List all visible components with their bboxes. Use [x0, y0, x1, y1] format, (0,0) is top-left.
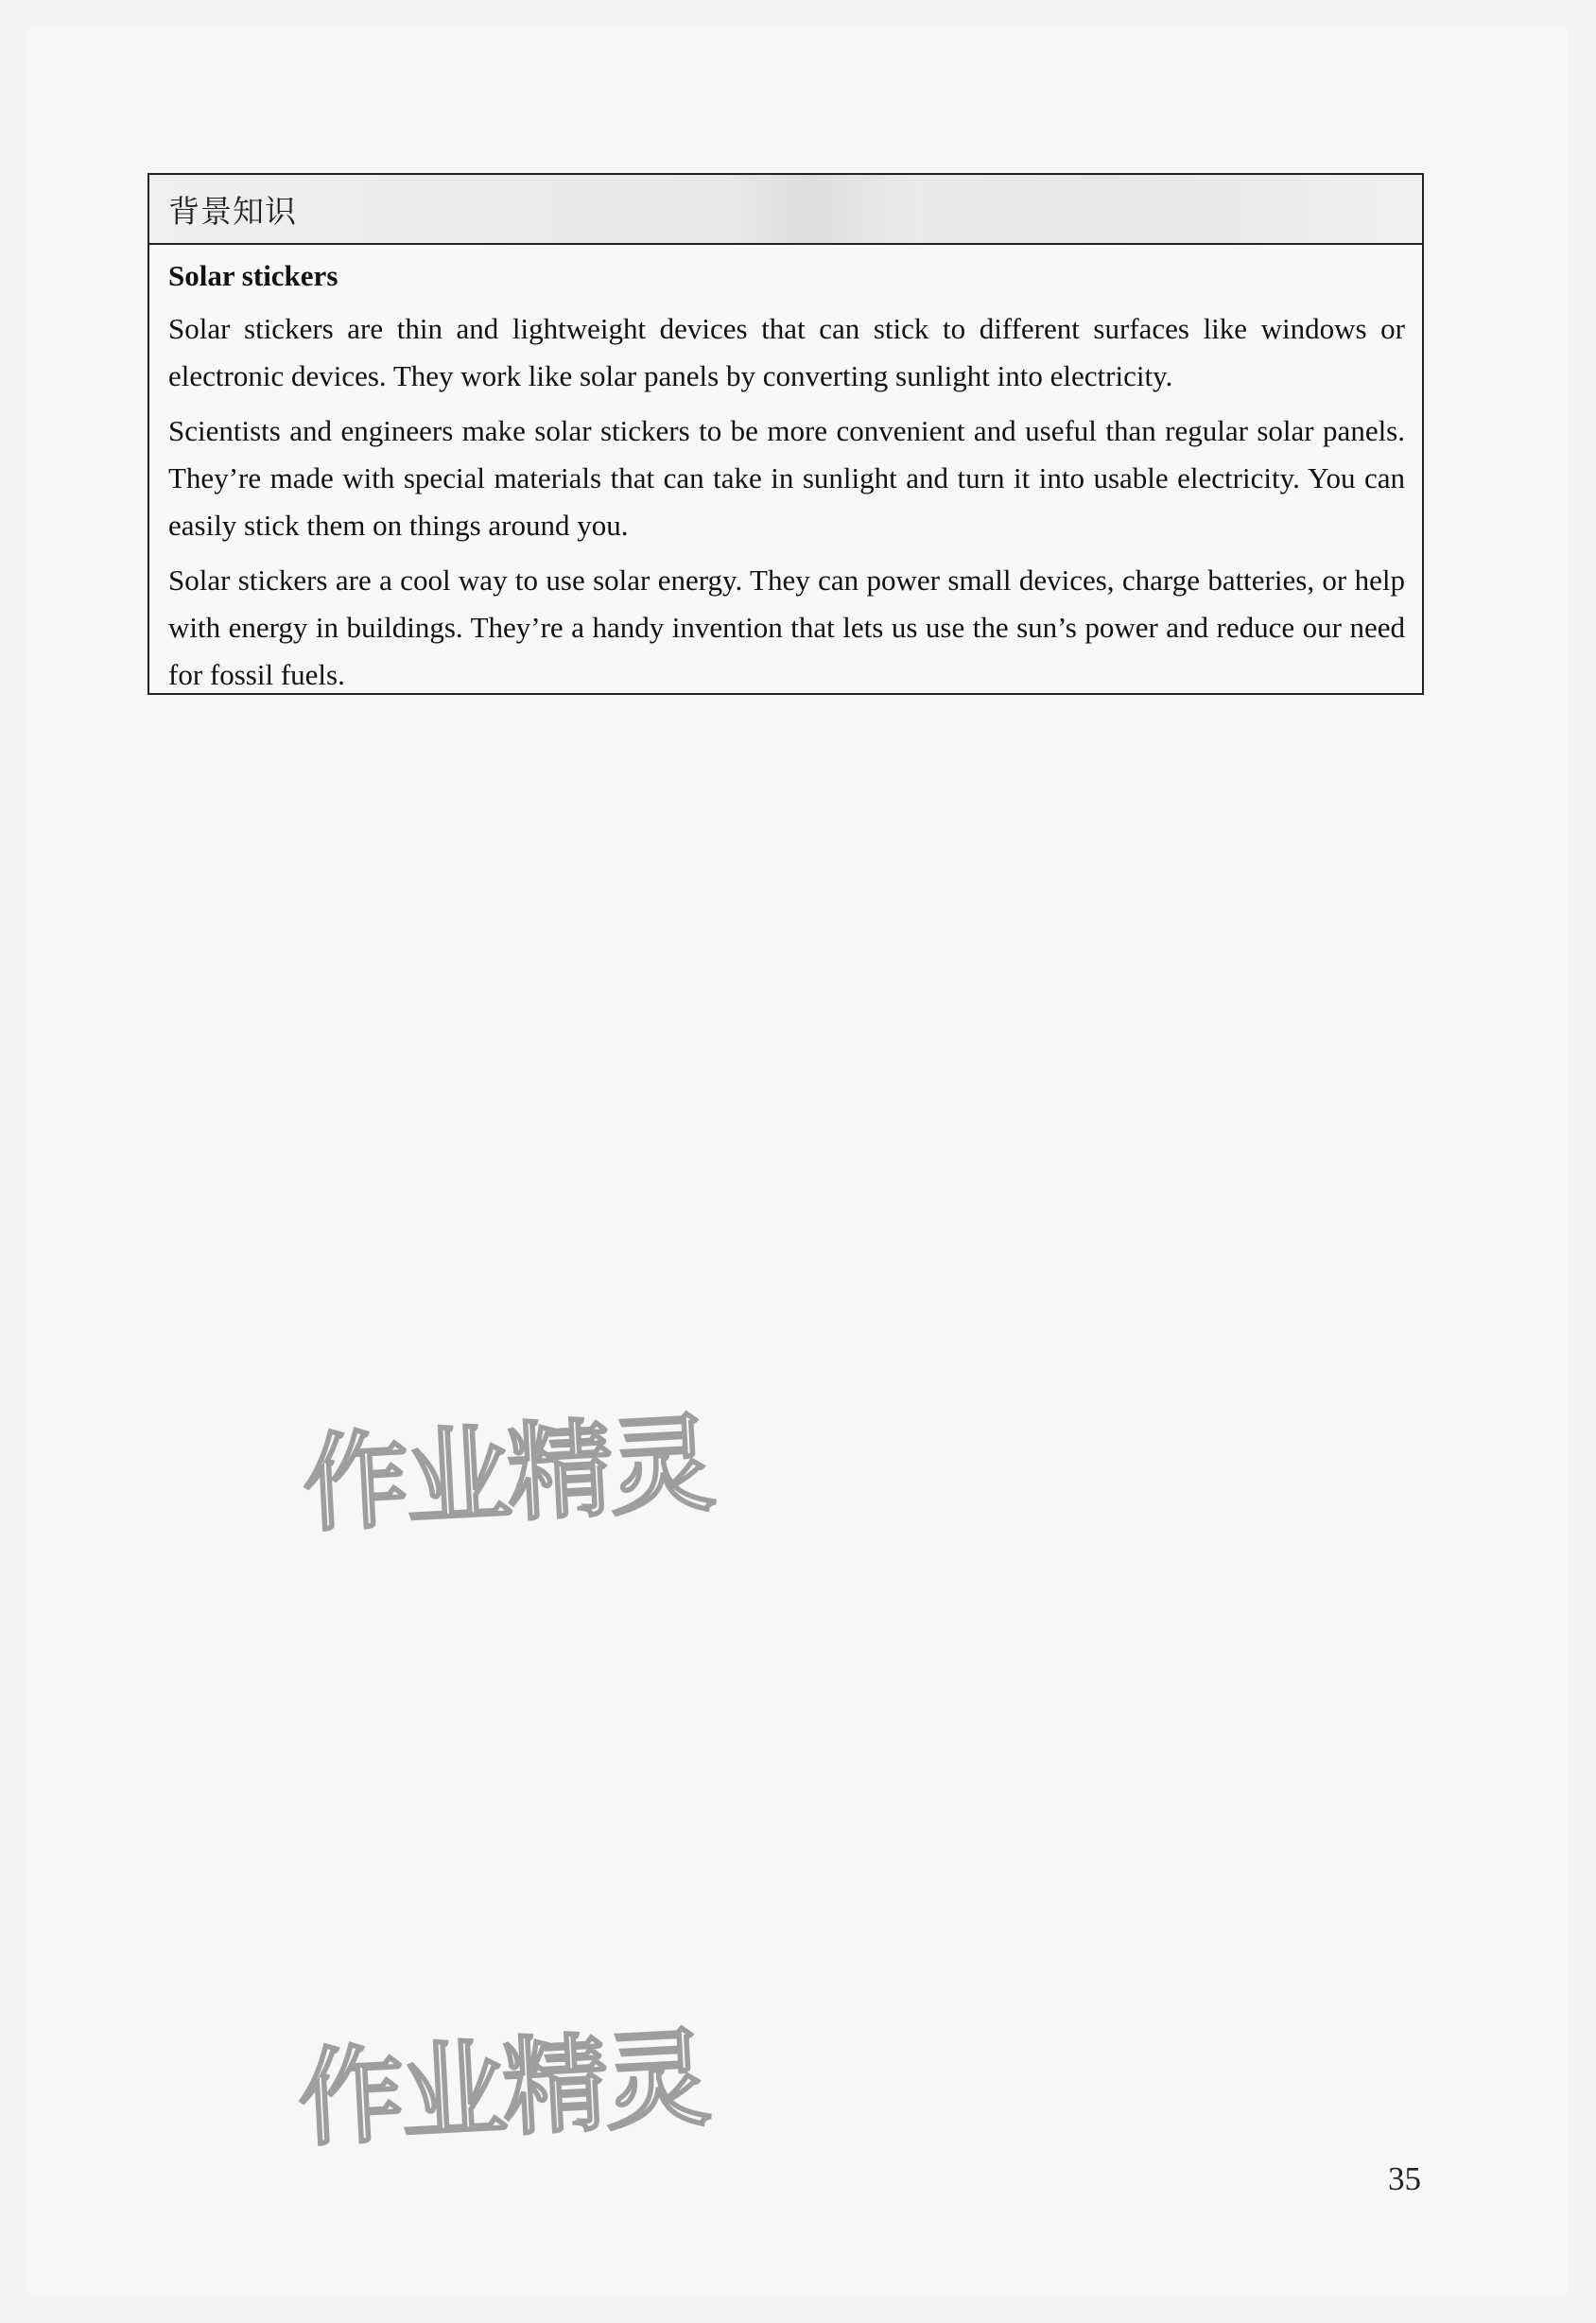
paragraph-2: Scientists and engineers make solar stickers to be more convenient and useful than regular solar panels. They’re made with special materials that can take in sunlight and turn it into usable electricity. You can easily stick them on things around you. — [168, 414, 1405, 542]
section-title: Solar stickers — [168, 259, 338, 292]
box-header-label: 背景知识 — [168, 192, 297, 230]
box-body — [149, 245, 1422, 699]
watermark-logo: 作业精灵 — [300, 1402, 715, 1548]
box-header — [149, 175, 1422, 245]
paragraph-3: Solar stickers are a cool way to use solar energy. They can power small devices, charge batteries, or help with energy in buildings. They’re a handy invention that lets us use the sun’s power and reduce our need for fossil fuels. — [168, 563, 1405, 691]
watermark-logo: 作业精灵 — [295, 2017, 710, 2162]
paragraph-1: Solar stickers are thin and lightweight devices that can stick to different surfaces like windows or electronic devices. They work like solar panels by converting sunlight into electricity. — [168, 312, 1405, 392]
page-number: 35 — [1388, 2160, 1421, 2197]
background-knowledge-box — [147, 173, 1424, 695]
